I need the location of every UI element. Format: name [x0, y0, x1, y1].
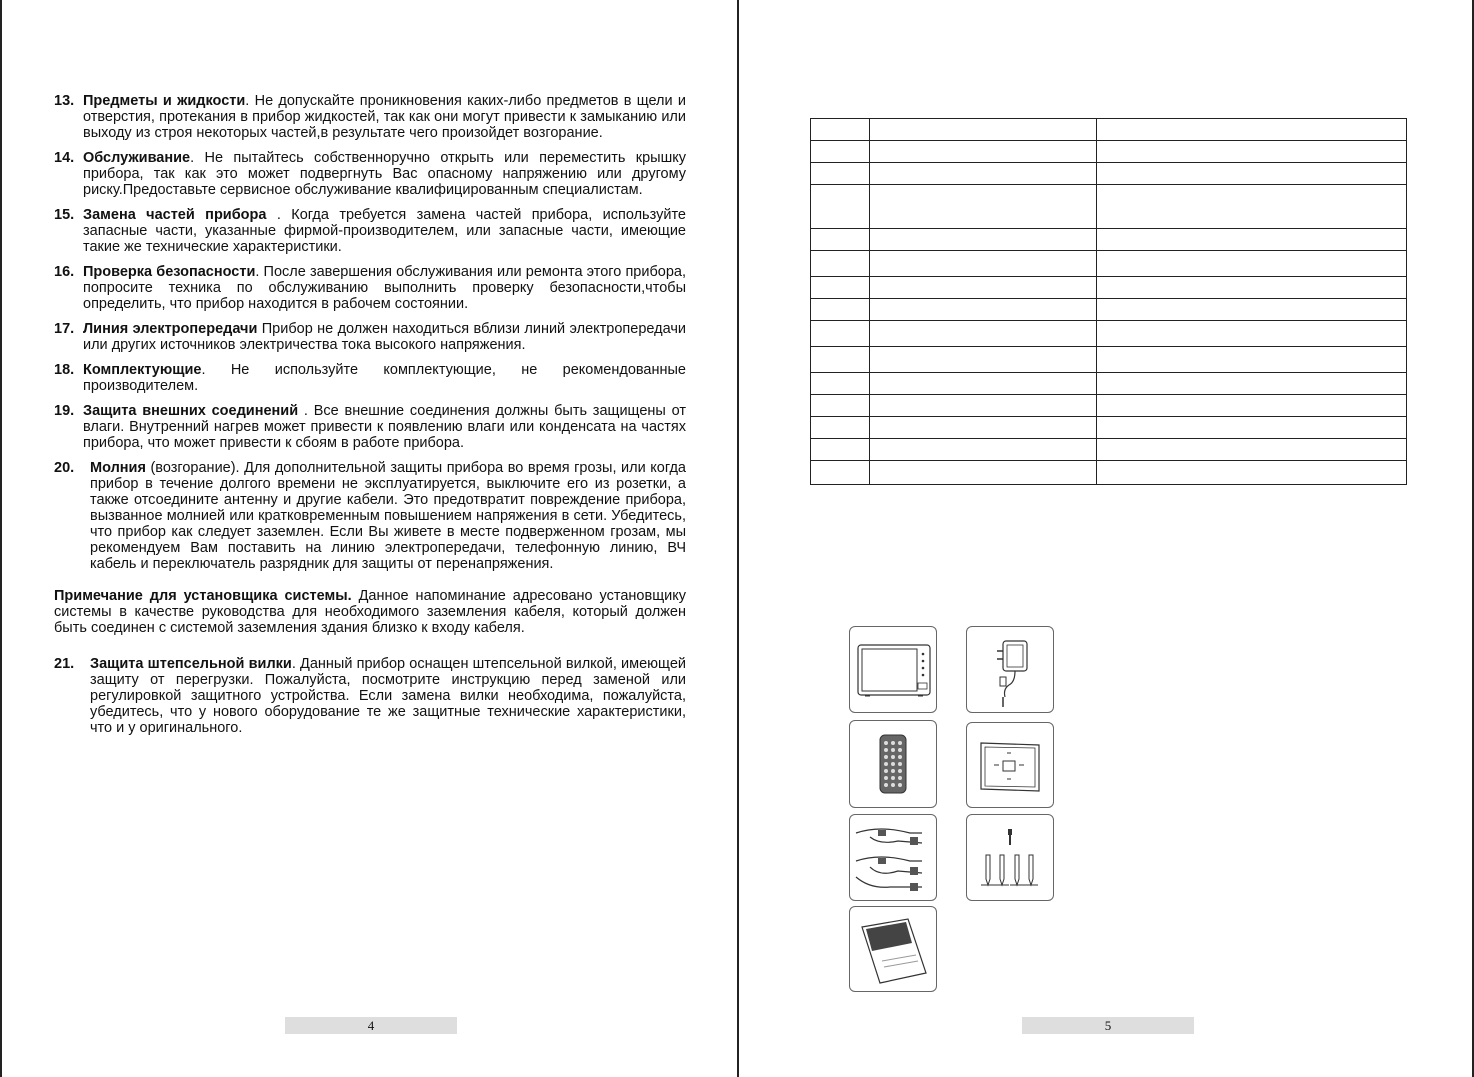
item-title: Проверка безопасности	[83, 264, 256, 280]
wall-bracket-icon	[967, 723, 1053, 807]
table-cell	[811, 347, 870, 373]
safety-instructions	[54, 93, 686, 745]
monitor-icon	[850, 627, 936, 712]
list-item	[54, 150, 686, 198]
list-item	[54, 460, 686, 572]
table-row	[811, 439, 1407, 461]
note-title: Примечание для установщика системы.	[54, 588, 352, 604]
table-row	[811, 119, 1407, 141]
package-item-bracket	[966, 722, 1054, 808]
table-cell	[811, 321, 870, 347]
power-adapter-icon	[967, 627, 1053, 712]
table-cell	[1097, 141, 1407, 163]
table-cell	[811, 119, 870, 141]
table-cell	[1097, 373, 1407, 395]
table-cell	[811, 251, 870, 277]
table-cell	[870, 141, 1097, 163]
list-item	[54, 207, 686, 255]
item-title: Предметы и жидкости	[83, 93, 246, 109]
table-cell	[870, 347, 1097, 373]
table-row	[811, 321, 1407, 347]
right-page	[737, 0, 1474, 1077]
cables-icon	[850, 815, 936, 900]
table-row	[811, 417, 1407, 439]
item-text: . Данный прибор оснащен штепсельной вилкой, имеющей защиту от перегрузки. Пожалуйста, посмотрите инструкцию перед заменой или регулировкой защитного устройства. Если замена вилки необходима, пожалуйста, убедитесь, что у нового оборудование те же защитные технические характеристики, что и у оригинального.	[90, 656, 686, 736]
table-cell	[870, 395, 1097, 417]
package-item-manual	[849, 906, 937, 992]
list-item	[54, 264, 686, 312]
table-cell	[811, 373, 870, 395]
item-number: 14.	[54, 150, 75, 166]
remote-control-icon	[850, 721, 936, 807]
specification-table	[810, 118, 1407, 485]
table-cell	[811, 461, 870, 485]
table-cell	[870, 229, 1097, 251]
installer-note	[54, 588, 686, 636]
item-number: 15.	[54, 207, 75, 223]
table-cell	[811, 277, 870, 299]
item-text: Прибор не должен находиться вблизи линий электропередачи или других источников электричества тока высокого напряжения.	[83, 321, 686, 353]
item-number: 17.	[54, 321, 75, 337]
table-row	[811, 461, 1407, 485]
table-cell	[870, 417, 1097, 439]
page-number: 5	[1022, 1017, 1194, 1034]
item-number: 16.	[54, 264, 75, 280]
table-cell	[870, 461, 1097, 485]
page-number: 4	[285, 1017, 457, 1034]
item-number: 21.	[54, 656, 75, 672]
package-item-remote	[849, 720, 937, 808]
table-cell	[1097, 347, 1407, 373]
item-title: Линия электропередачи	[83, 321, 258, 337]
item-number: 19.	[54, 403, 75, 419]
item-title: Молния	[90, 460, 146, 476]
table-cell	[870, 163, 1097, 185]
item-title: Обслуживание	[83, 150, 191, 166]
table-cell	[870, 185, 1097, 229]
table-row	[811, 395, 1407, 417]
table-row	[811, 347, 1407, 373]
list-item	[54, 93, 686, 141]
item-title: Защита внешних соединений	[83, 403, 299, 419]
table-cell	[811, 299, 870, 321]
list-item	[54, 403, 686, 451]
table-cell	[1097, 439, 1407, 461]
note-text: Данное напоминание адресовано установщику системы в качестве руководства для необходимого заземления кабеля, который должен быть соединен с системой заземления здания близко к входу кабеля.	[54, 588, 686, 636]
table-cell	[811, 439, 870, 461]
item-text: . Не используйте комплектующие, не рекомендованные производителем.	[83, 362, 686, 394]
table-cell	[811, 417, 870, 439]
package-item-monitor	[849, 626, 937, 713]
item-text: . Все внешние соединения должны быть защищены от влаги. Внутренний нагрев может привести к появлению влаги или конденсата на частях прибора, что может привести к сбоям в работе прибора.	[83, 403, 686, 451]
table-cell	[1097, 321, 1407, 347]
table-cell	[870, 119, 1097, 141]
table-cell	[811, 229, 870, 251]
table-cell	[1097, 251, 1407, 277]
manual-icon	[850, 907, 936, 991]
table-cell	[870, 373, 1097, 395]
package-item-adapter	[966, 626, 1054, 713]
table-cell	[1097, 185, 1407, 229]
table-cell	[870, 299, 1097, 321]
item-text: . Не пытайтесь собственноручно открыть или переместить крышку прибора, так как это может подвергнуть Вас опасному напряжению или другому риску.Предоставьте сервисное обслуживание квалифицированным специалистам.	[83, 150, 686, 198]
table-cell	[870, 251, 1097, 277]
table-row	[811, 373, 1407, 395]
item-title: Комплектующие	[83, 362, 202, 378]
table-cell	[1097, 461, 1407, 485]
package-item-cables	[849, 814, 937, 901]
table-cell	[870, 277, 1097, 299]
item-text: (возгорание). Для дополнительной защиты прибора во время грозы, или когда прибор в течение долгого времени не эксплуатируется, выключите его из розетки, а также отсоедините антенну и другие кабели. Это предотвратит повреждение прибора, вызванное молнией или кратковременным повышением напряжения в сети. Убедитесь, что прибор как следует заземлен. Если Вы живете в месте подверженном грозам, мы рекомендуем Вам поставить на линию электропередачи, телефонную линию, ВЧ кабель и переключатель разрядник для защиты от перенапряжения.	[90, 460, 686, 572]
table-row	[811, 141, 1407, 163]
item-number: 13.	[54, 93, 75, 109]
table-row	[811, 163, 1407, 185]
table-cell	[811, 185, 870, 229]
table-cell	[811, 163, 870, 185]
table-row	[811, 229, 1407, 251]
list-item	[54, 656, 686, 736]
item-text: . Когда требуется замена частей прибора, используйте запасные части, указанные фирмой-производителем, или запасные части, имеющие такие же технические характеристики.	[83, 207, 686, 255]
table-row	[811, 299, 1407, 321]
table-cell	[870, 321, 1097, 347]
item-number: 20.	[54, 460, 75, 476]
table-row	[811, 251, 1407, 277]
table-row	[811, 277, 1407, 299]
table-cell	[1097, 299, 1407, 321]
item-title: Замена частей прибора	[83, 207, 267, 223]
table-cell	[811, 141, 870, 163]
table-cell	[1097, 277, 1407, 299]
screws-icon	[967, 815, 1053, 900]
table-cell	[1097, 417, 1407, 439]
table-cell	[870, 439, 1097, 461]
list-item	[54, 362, 686, 394]
table-cell	[1097, 395, 1407, 417]
table-cell	[1097, 229, 1407, 251]
table-cell	[811, 395, 870, 417]
item-text: . После завершения обслуживания или ремонта этого прибора, попросите техника по обслуживанию выполнить проверку безопасности,чтобы определить, что прибор находится в рабочем состоянии.	[83, 264, 686, 312]
list-item	[54, 321, 686, 353]
table-row	[811, 185, 1407, 229]
package-item-screws	[966, 814, 1054, 901]
item-text: . Не допускайте проникновения каких-либо предметов в щели и отверстия, протекания в прибор жидкостей, так как они могут привести к замыканию или выходу из строя некоторых частей,в результате чего произойдет возгорание.	[83, 93, 686, 141]
item-number: 18.	[54, 362, 75, 378]
item-title: Защита штепсельной вилки	[90, 656, 292, 672]
table-cell	[1097, 119, 1407, 141]
table-cell	[1097, 163, 1407, 185]
